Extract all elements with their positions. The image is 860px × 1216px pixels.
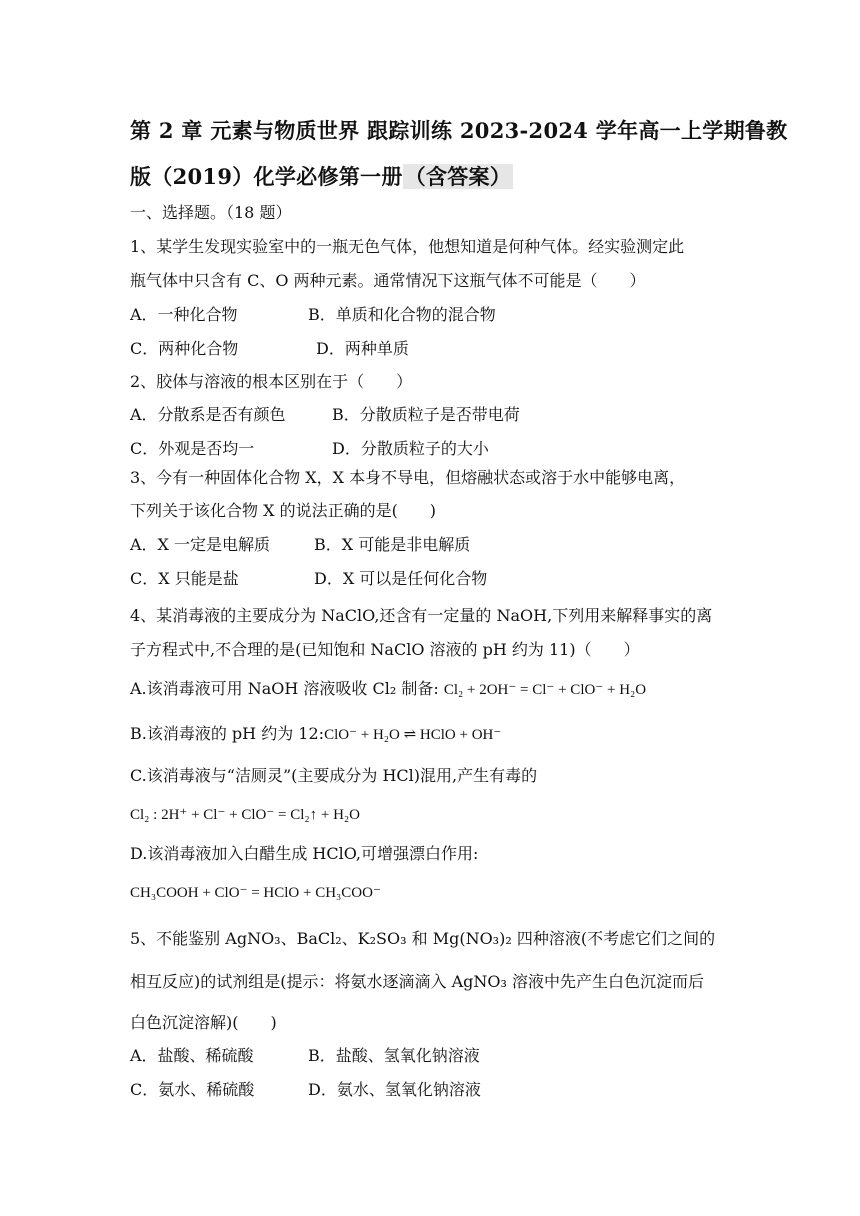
- section-heading: 一、选择题。（18 题）: [130, 203, 292, 222]
- q5-option-a: A．盐酸、稀硫酸: [130, 1046, 254, 1065]
- q5-stem-line-1: 5、不能鉴别 AgNO₃、BaCl₂、K₂SO₃ 和 Mg(NO₃)₂ 四种溶液(不考虑它们之间的: [130, 929, 716, 948]
- q1-option-b: B．单质和化合物的混合物: [308, 305, 496, 324]
- q1-option-d: D．两种单质: [316, 339, 409, 358]
- q5-option-c: C．氨水、稀硫酸: [130, 1080, 255, 1099]
- q3-option-a: A．X 一定是电解质: [130, 535, 271, 554]
- q3-option-c: C．X 只能是盐: [130, 569, 239, 588]
- q3-option-d: D．X 可以是任何化合物: [314, 569, 488, 588]
- q4-stem-line-2: 子方程式中,不合理的是(已知饱和 NaClO 溶液的 pH 约为 11)（ ）: [130, 640, 640, 659]
- q2-option-b: B．分散质粒子是否带电荷: [332, 405, 520, 424]
- q4-option-d: D.该消毒液加入白醋生成 HClO,可增强漂白作用:: [130, 844, 479, 863]
- q1-option-c: C．两种化合物: [130, 339, 239, 358]
- title-line-2: [130, 154, 513, 200]
- q3-stem-line-1: 3、今有一种固体化合物 X，X 本身不导电，但熔融状态或溶于水中能够电离，: [130, 468, 686, 487]
- q3-option-b: B．X 可能是非电解质: [314, 535, 471, 554]
- q5-stem-line-2: 相互反应)的试剂组是(提示：将氨水逐滴滴入 AgNO₃ 溶液中先产生白色沉淀而后: [130, 972, 704, 991]
- q5-option-d: D．氨水、氢氧化钠溶液: [308, 1080, 481, 1099]
- title-line-2-text: 版（2019）化学必修第一册: [130, 164, 403, 189]
- q4-option-b-equation: ClO⁻ + H₂O ⇌ HClO + OH⁻: [324, 727, 502, 743]
- q4-option-d-equation: CH₃COOH + ClO⁻ = HClO + CH₃COO⁻: [130, 885, 381, 901]
- q2-option-c: C．外观是否均一: [130, 439, 255, 458]
- title-line-1: 第 2 章 元素与物质世界 跟踪训练 2023-2024 学年高一上学期鲁教: [130, 118, 788, 143]
- q5-stem-line-3: 白色沉淀溶解)( ): [130, 1013, 277, 1032]
- q2-option-d: D．分散质粒子的大小: [332, 439, 489, 458]
- q3-stem-line-2: 下列关于该化合物 X 的说法正确的是( ): [130, 501, 437, 520]
- q4-option-c: C.该消毒液与“洁厕灵”(主要成分为 HCl)混用,产生有毒的: [130, 766, 538, 785]
- q4-option-a: [130, 678, 646, 701]
- q4-option-b: [130, 723, 501, 746]
- q1-option-a: A．一种化合物: [130, 305, 238, 324]
- q2-stem: 2、胶体与溶液的根本区别在于（ ）: [130, 372, 413, 391]
- title-answer-note: （含答案）: [404, 164, 512, 189]
- q5-option-b: B．盐酸、氢氧化钠溶液: [308, 1046, 480, 1065]
- q4-option-a-text: A.该消毒液可用 NaOH 溶液吸收 Cl₂ 制备:: [130, 679, 439, 698]
- q1-stem-line-1: 1、某学生发现实验室中的一瓶无色气体，他想知道是何种气体。经实验测定此: [130, 237, 685, 256]
- q4-stem-line-1: 4、某消毒液的主要成分为 NaClO,还含有一定量的 NaOH,下列用来解释事实的离: [130, 606, 713, 625]
- document-title: [130, 108, 788, 200]
- q4-option-c-equation: Cl₂ : 2H⁺ + Cl⁻ + ClO⁻ = Cl₂↑ + H₂O: [130, 807, 360, 823]
- q2-option-a: A．分散系是否有颜色: [130, 405, 286, 424]
- q1-stem-line-2: 瓶气体中只含有 C、O 两种元素。通常情况下这瓶气体不可能是（ ）: [130, 271, 646, 290]
- q4-option-a-equation: Cl₂ + 2OH⁻ = Cl⁻ + ClO⁻ + H₂O: [443, 682, 647, 698]
- q4-option-b-text: B.该消毒液的 pH 约为 12:: [130, 724, 325, 743]
